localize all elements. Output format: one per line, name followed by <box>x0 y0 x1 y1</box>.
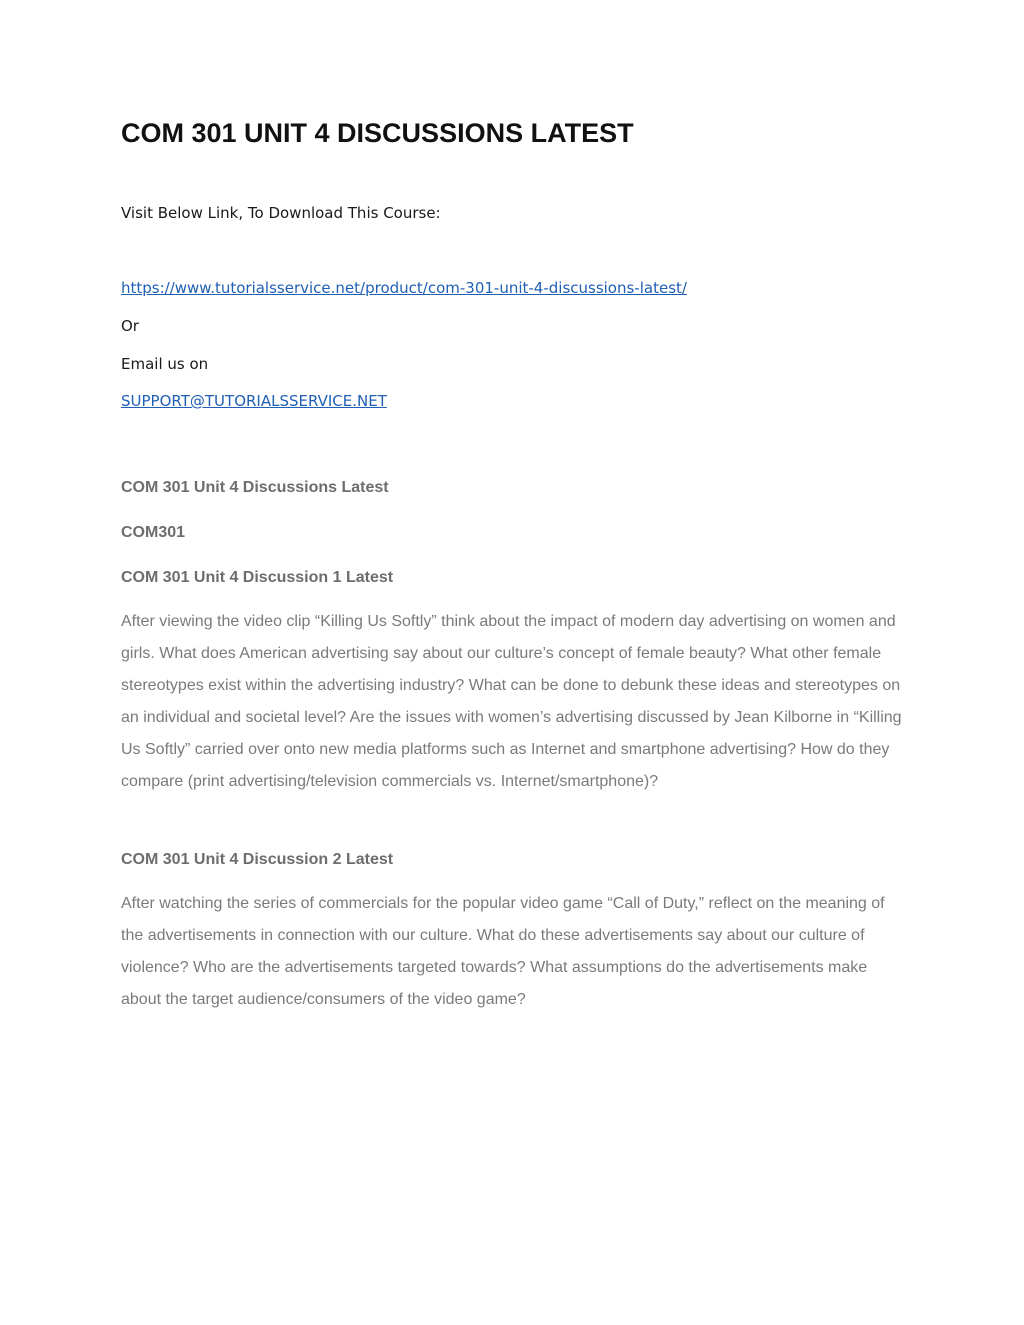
discussion-1-text: After viewing the video clip “Killing Us Softly” think about the impact of modern day advertising on women and girls. What does American advertising say about our culture’s concept of female beauty? What other female stereotypes exist within the advertising industry? What can be done to debunk these ideas and stereotypes on an individual and societal level? Are the issues with women’s advertising discussed by Jean Kilborne in “Killing Us Softly” carried over onto new media platforms such as Internet and smartphone advertising? How do they compare (print advertising/television commercials vs. Internet/smartphone)? <box>121 613 902 790</box>
course-download-link[interactable]: https://www.tutorialsservice.net/product/com-301-unit-4-discussions-latest/ <box>121 279 687 297</box>
section-heading-main: COM 301 Unit 4 Discussions Latest <box>121 479 389 496</box>
discussion-1-heading: COM 301 Unit 4 Discussion 1 Latest <box>121 569 394 586</box>
discussion-2-heading: COM 301 Unit 4 Discussion 2 Latest <box>121 851 394 868</box>
email-label: Email us on <box>121 355 209 373</box>
course-code-heading: COM301 <box>121 524 186 541</box>
discussion-2-text: After watching the series of commercials for the popular video game “Call of Duty,” reflect on the meaning of the advertisements in connection with our culture. What do these advertisements say about our culture of violence? Who are the advertisements targeted towards? What assumptions do the advertisements make about the target audience/consumers of the video game? <box>121 895 885 1008</box>
support-email-link[interactable]: SUPPORT@TUTORIALSSERVICE.NET <box>121 392 387 410</box>
visit-instruction: Visit Below Link, To Download This Course: <box>121 204 441 222</box>
or-text: Or <box>121 317 139 335</box>
document-title: COM 301 UNIT 4 DISCUSSIONS LATEST <box>121 118 634 148</box>
